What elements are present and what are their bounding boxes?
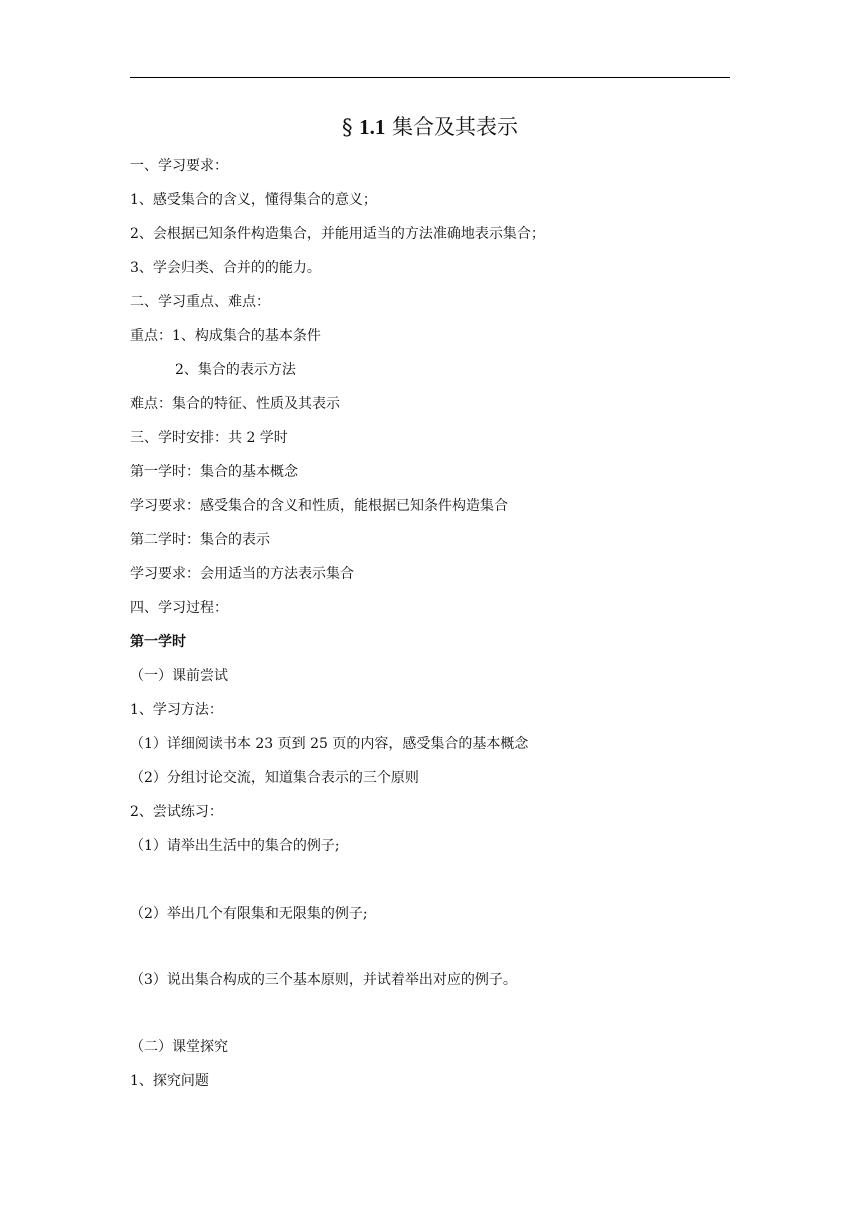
- subheading-classroom-exploration: （二）课堂探究: [130, 1039, 228, 1055]
- item-trial-exercise: 2、尝试练习：: [130, 804, 223, 820]
- requirement-2: 2、会根据已知条件构造集合，并能用适当的方法准确地表示集合；: [130, 226, 545, 242]
- header-rule: [130, 77, 730, 78]
- exercise-2: （2）举出几个有限集和无限集的例子;: [130, 906, 368, 922]
- schedule-lesson-2: 第二学时：集合的表示: [130, 532, 270, 548]
- key-point-2: 2、集合的表示方法: [175, 362, 296, 378]
- schedule-lesson-1-requirement: 学习要求：感受集合的含义和性质，能根据已知条件构造集合: [130, 498, 508, 514]
- exercise-1: （1）请举出生活中的集合的例子;: [130, 838, 340, 854]
- title-text: 集合及其表示: [392, 115, 519, 139]
- heading-learning-requirements: 一、学习要求：: [130, 158, 228, 174]
- requirement-1: 1、感受集合的含义，懂得集合的意义；: [130, 192, 377, 208]
- heading-learning-process: 四、学习过程：: [130, 600, 228, 616]
- requirement-3: 3、学会归类、合并的的能力。: [130, 260, 321, 276]
- heading-schedule: 三、学时安排：共 2 学时: [130, 430, 288, 446]
- difficult-point: 难点：集合的特征、性质及其表示: [130, 396, 340, 412]
- heading-key-points: 二、学习重点、难点：: [130, 294, 270, 310]
- schedule-lesson-2-requirement: 学习要求：会用适当的方法表示集合: [130, 566, 354, 582]
- item-learning-method: 1、学习方法：: [130, 702, 223, 718]
- page-title: [0, 112, 860, 142]
- subheading-pre-class-attempt: （一）课前尝试: [130, 668, 228, 684]
- section-symbol: §: [341, 115, 353, 139]
- subheading-lesson-1: 第一学时: [130, 634, 186, 650]
- schedule-lesson-1: 第一学时：集合的基本概念: [130, 464, 298, 480]
- item-exploration-question: 1、探究问题: [130, 1073, 209, 1089]
- section-number: 1.1: [359, 115, 386, 139]
- method-1: （1）详细阅读书本 23 页到 25 页的内容，感受集合的基本概念: [130, 736, 529, 752]
- key-point-1: 重点：1、构成集合的基本条件: [130, 328, 321, 344]
- exercise-3: （3）说出集合构成的三个基本原则，并试着举出对应的例子。: [130, 972, 517, 988]
- method-2: （2）分组讨论交流，知道集合表示的三个原则: [130, 770, 419, 786]
